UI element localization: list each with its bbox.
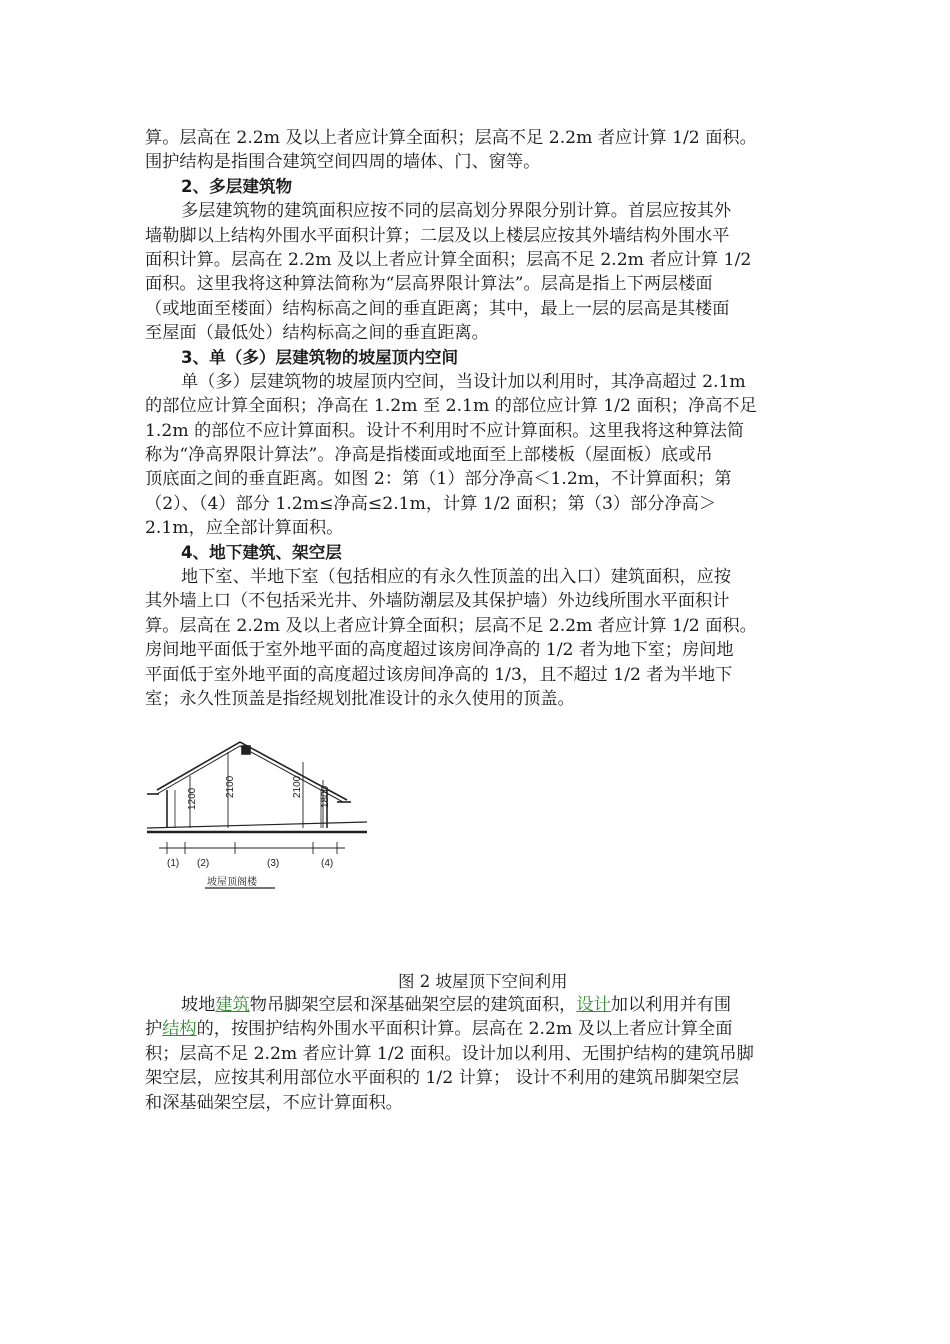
paragraph-line: 算。层高在 2.2m 及以上者应计算全面积；层高不足 2.2m 者应计算 1/2 面积。 [145, 128, 757, 148]
link-design[interactable]: 设计 [576, 995, 611, 1015]
link-structure[interactable]: 结构 [162, 1019, 197, 1040]
figure-caption: 图 2 坡屋顶下空间利用 [398, 972, 568, 991]
paragraph-line: 1.2m 的部位不应计算面积。设计不利用时不应计算面积。这里我将这种算法简 [145, 420, 745, 441]
text-segment: 的，按围护结构外围水平面积计算。层高在 2.2m 及以上者应计算全面 [196, 1019, 733, 1040]
dim-label: 2100 [225, 775, 236, 798]
paragraph-line: 室；永久性顶盖是指经规划批准设计的永久使用的顶盖。 [145, 688, 575, 709]
text-segment: 物吊脚架空层和深基础架空层的建筑面积， [249, 995, 577, 1015]
document-body [145, 126, 810, 711]
paragraph-line: 2.1m，应全部计算面积。 [145, 518, 344, 539]
paragraph-line: 单（多）层建筑物的坡屋顶内空间，当设计加以利用时，其净高超过 2.1m [181, 371, 746, 392]
part-label: (4) [321, 858, 334, 869]
paragraph-line: 顶底面之间的垂直距离。如图 2：第（1）部分净高＜1.2m，不计算面积；第 [145, 469, 732, 490]
paragraph-line: 平面低于室外地平面的高度超过该房间净高的 1/3，且不超过 1/2 者为半地下 [145, 664, 733, 685]
paragraph-line: 面积。这里我将这种算法简称为“层高界限计算法”。层高是指上下两层楼面 [145, 274, 713, 295]
part-label: (1) [167, 858, 180, 869]
paragraph-line [145, 993, 810, 1017]
paragraph-architecture [145, 993, 810, 1115]
paragraph-line: 称为“净高界限计算法”。净高是指楼面或地面至上部楼板（屋面板）底或吊 [145, 445, 713, 466]
paragraph-line: 算。层高在 2.2m 及以上者应计算全面积；层高不足 2.2m 者应计算 1/2 面积。 [145, 615, 757, 636]
text-segment: 护 [145, 1019, 163, 1040]
section-heading: 4、地下建筑、架空层 [181, 542, 342, 562]
paragraph-line: （或地面至楼面）结构标高之间的垂直距离；其中，最上一层的层高是其楼面 [145, 298, 730, 319]
sloped-roof-section-figure [145, 730, 375, 900]
part-label: (2) [197, 858, 210, 869]
paragraph-line: （2）、（4）部分 1.2m≤净高≤2.1m，计算 1/2 面积；第（3）部分净高＞ [145, 493, 717, 514]
figure-label: 坡屋顶阁楼 [207, 877, 257, 888]
text-segment: 加以利用并有围 [610, 995, 732, 1015]
dim-label: 1800 [320, 785, 331, 808]
dim-label: 1200 [187, 787, 198, 810]
paragraph-line: 面积计算。层高在 2.2m 及以上者应计算全面积；层高不足 2.2m 者应计算 1/2 [145, 249, 752, 270]
paragraph-line: 墙勒脚以上结构外围水平面积计算；二层及以上楼层应按其外墙结构外围水平 [145, 225, 730, 246]
link-building[interactable]: 建筑 [215, 995, 250, 1015]
paragraph-line [145, 1017, 810, 1041]
paragraph-line: 积；层高不足 2.2m 者应计算 1/2 面积。设计加以利用、无围护结构的建筑吊脚 [145, 1043, 754, 1064]
text-segment: 坡地 [181, 995, 216, 1015]
paragraph-line: 多层建筑物的建筑面积应按不同的层高划分界限分别计算。首层应按其外 [181, 201, 732, 222]
paragraph-line: 其外墙上口（不包括采光井、外墙防潮层及其保护墙）外边线所围水平面积计 [145, 591, 730, 612]
paragraph-line: 房间地平面低于室外地平面的高度超过该房间净高的 1/2 者为地下室；房间地 [145, 640, 734, 661]
paragraph-line: 地下室、半地下室（包括相应的有永久性顶盖的出入口）建筑面积，应按 [181, 567, 732, 588]
part-label: (3) [267, 858, 280, 869]
section-heading: 3、单（多）层建筑物的坡屋顶内空间 [181, 347, 459, 367]
paragraph-line: 至屋面（最低处）结构标高之间的垂直距离。 [145, 323, 489, 344]
paragraph-line: 架空层，应按其利用部位水平面积的 1/2 计算； 设计不利用的建筑吊脚架空层 [145, 1068, 740, 1089]
paragraph-line: 的部位应计算全面积；净高在 1.2m 至 2.1m 的部位应计算 1/2 面积；净高不足 [145, 396, 757, 417]
section-heading: 2、多层建筑物 [181, 176, 293, 196]
paragraph-line: 围护结构是指围合建筑空间四周的墙体、门、窗等。 [145, 152, 541, 173]
paragraph-line: 和深基础架空层，不应计算面积。 [145, 1092, 403, 1113]
dim-label: 2100 [292, 775, 303, 798]
